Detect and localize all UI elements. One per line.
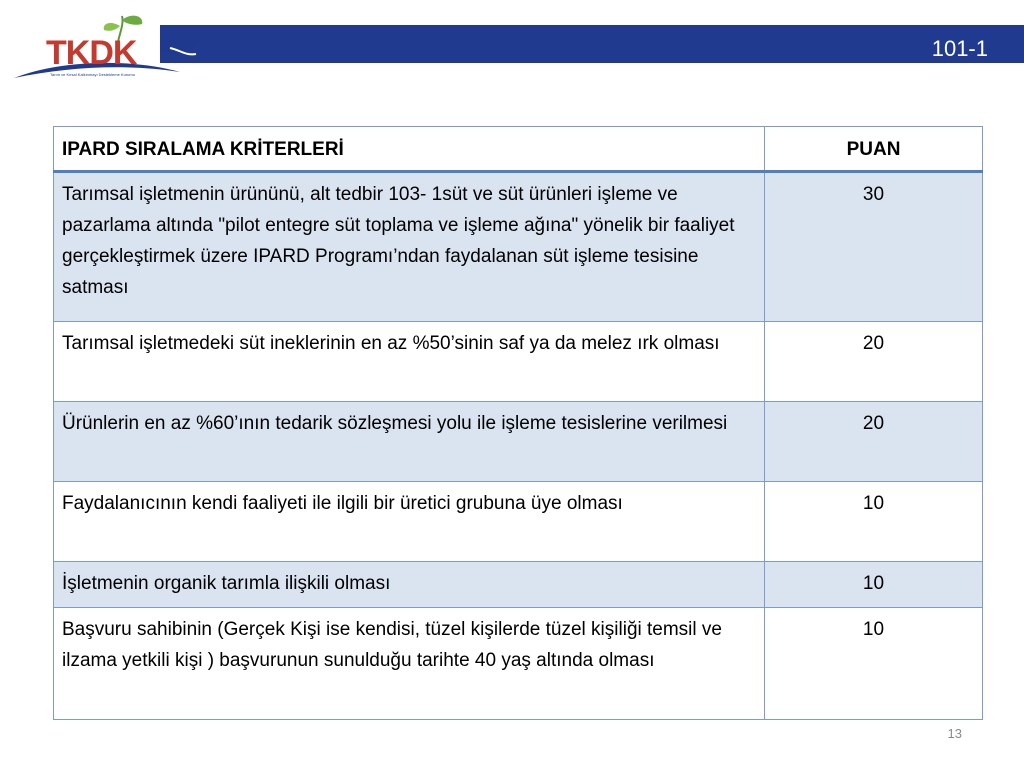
column-header-criteria: IPARD SIRALAMA KRİTERLERİ <box>54 127 765 172</box>
criteria-table <box>53 126 983 720</box>
header-band <box>160 25 1024 63</box>
score-cell: 30 <box>765 172 983 322</box>
tkdk-logo <box>10 12 205 82</box>
logo-text: TKDK <box>46 34 137 72</box>
logo-tagline: Tarım ve Kırsal Kalkınmayı Destekleme Kurumu <box>50 72 135 77</box>
criterion-cell: Tarımsal işletmedeki süt ineklerinin en az %50’sinin saf ya da melez ırk olması <box>54 322 765 402</box>
table-row <box>54 172 983 322</box>
page-number: 13 <box>947 726 962 741</box>
criterion-cell: Tarımsal işletmenin ürününü, alt tedbir 103- 1süt ve süt ürünleri işleme ve pazarlama altında "pilot entegre süt toplama ve işleme ağına" yönelik bir faaliyet gerçekleştirmek üzere IPARD Programı’ndan faydalanan süt işleme tesisine satması <box>54 172 765 322</box>
score-cell: 10 <box>765 482 983 562</box>
table-row <box>54 562 983 608</box>
table-row <box>54 322 983 402</box>
criterion-cell: Faydalanıcının kendi faaliyeti ile ilgili bir üretici grubuna üye olması <box>54 482 765 562</box>
table-row <box>54 482 983 562</box>
score-cell: 20 <box>765 402 983 482</box>
score-cell: 10 <box>765 562 983 608</box>
slide-code: 101-1 <box>931 36 988 61</box>
table-header-row <box>54 127 983 172</box>
table-row <box>54 608 983 720</box>
table-row <box>54 402 983 482</box>
score-cell: 20 <box>765 322 983 402</box>
score-cell: 10 <box>765 608 983 720</box>
criterion-cell: Ürünlerin en az %60’ının tedarik sözleşmesi yolu ile işleme tesislerine verilmesi <box>54 402 765 482</box>
criterion-cell: Başvuru sahibinin (Gerçek Kişi ise kendisi, tüzel kişilerde tüzel kişiliği temsil ve ilzama yetkili kişi ) başvurunun sunulduğu tarihte 40 yaş altında olması <box>54 608 765 720</box>
criterion-cell: İşletmenin organik tarımla ilişkili olması <box>54 562 765 608</box>
column-header-score: PUAN <box>765 127 983 172</box>
